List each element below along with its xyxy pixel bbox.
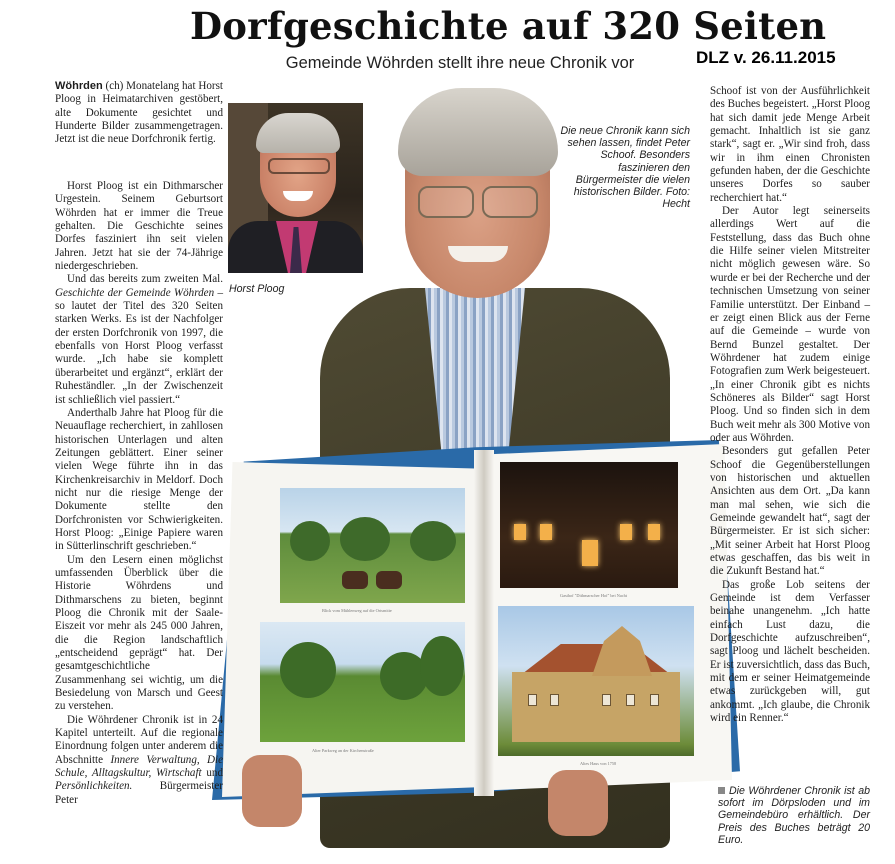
- book-image-manor-night: [500, 462, 678, 588]
- paragraph: Besonders gut gefallen Peter Schoof die Gegenüberstellungen von historischen und aktuellen Ansichten aus dem Ort. „Da kann man mal sehen, wie sich die Gemeinde gewandelt hat“, sagt der Bürgermeister. Er ist sich sicher: „Mit seiner Arbeit hat Horst Ploog etwas geschaffen, das bis weit in die Zukunft Bestand hat.“: [710, 445, 870, 578]
- chronicle-info-text: Die Wöhrdener Chronik ist ab sofort im Dörpsloden und im Gemeindebüro erhältlich. Der Preis des Buches beträgt 20 Euro.: [718, 785, 870, 846]
- paragraph: Horst Ploog ist ein Dithmarscher Urgestein. Seinem Geburtsort Wöhrden hat er immer die Treue gehalten. Die Geschichte seines Dorfes fasziniert ihn seit vielen Jahren. Jetzt hat sie der 74-Jährige niedergeschrieben.: [55, 180, 223, 273]
- portrait-caption: Horst Ploog: [229, 283, 285, 295]
- book-caption: Alter Parkweg an der Kirchenstraße: [312, 748, 374, 753]
- photo-credit: Foto: Hecht: [662, 186, 690, 211]
- book-image-house: [498, 606, 694, 756]
- paragraph: Die Wöhrdener Chronik ist in 24 Kapitel unterteilt. Auf die regionale Einordnung folgen unter anderem die Abschnitte Innere Verwaltung, Die Schule, Alltagskultur, Wirtschaft und Persönlichkeiten. Bürgermeister Peter: [55, 713, 224, 806]
- photo-caption: [560, 125, 690, 210]
- book-title: Geschichte der Gemeinde Wöhrden: [55, 286, 215, 299]
- right-column: [710, 85, 870, 726]
- chronicle-info-box: [718, 785, 870, 846]
- chronicle-book: [212, 440, 740, 800]
- paragraph: Der Autor legt seinerseits allerdings Wert auf die Feststellung, dass das Buch ohne die Hilfe seiner vielen Mitstreiter nicht möglich gewesen wäre. So wurde er bei der Recherche und der technischen Umsetzung von seiner Familie unterstützt. Der Einband – er zeigt einen Blick aus der Ferne auf die Gemeinde – wurde von Bernd Bunzel gestaltet. Der Wöhrdener hat zudem einige Fotografien zum Werk beigesteuert. „In einer Chronik gibt es nichts Schöneres als Bilder“ sagt Horst Ploog. Und so finden sich in dem Buch weit mehr als 300 Motive von oder aus Wöhrden.: [710, 205, 870, 444]
- bullet-square-icon: [718, 787, 725, 794]
- book-caption: Gasthof "Dithmarscher Hof" bei Nacht: [560, 593, 627, 598]
- lead-dateline: Wöhrden: [55, 80, 103, 92]
- lead-text: (ch) Monatelang hat Horst Ploog in Heimatarchiven gestöbert, alte Dokumente gesichtet und Hunderte Bilder zusammengetragen. Jetzt ist die neue Dorfchronik fertig.: [55, 80, 224, 146]
- book-image-park: [260, 622, 465, 742]
- left-column: [55, 180, 223, 807]
- paragraph: Anderthalb Jahre hat Ploog für die Neuauflage recherchiert, in zahllosen historischen Unterlagen und alten Zeitungen geblättert. Einer seiner vielen Wege führte ihn in das Kirchenkreisarchiv in Meldorf. Doch nicht nur die riesige Menge der Dokumente stellte den Dorfchronisten vor Schwierigkeiten. Horst Ploog: „Einige Papiere waren in Sütterlinschrift geschrieben.“: [55, 406, 223, 553]
- headline: Dorfgeschichte auf 320 Seiten: [190, 4, 827, 48]
- subline: Gemeinde Wöhrden stellt ihre neue Chronik vor: [285, 54, 635, 72]
- book-caption: Blick vom Mühlenweg auf die Ortsmitte: [322, 608, 392, 613]
- hand-left: [242, 755, 302, 827]
- paragraph: Das große Lob seitens der Gemeinde ist dem Verfasser beinahe unangenehm. „Ich hatte einfach Lust dazu, die Dorfgeschichte aufzuschreiben“, sagt Ploog und lächelt bescheiden. Er ist zuversichtlich, dass das Buch, mit dem er seiner Heimatgemeinde etwas zurückgeben will, gut ankommt. „Ich glaube, die Chronik wird ein Renner.“: [710, 578, 870, 725]
- source-date: DLZ v. 26.11.2015: [696, 48, 836, 67]
- lead-paragraph: [55, 80, 223, 147]
- photo-caption-text: Die neue Chronik kann sich sehen lassen, findet Peter Schoof. Besonders faszinieren den Bürgermeister die vielen historischen Bilder.: [560, 125, 690, 199]
- paragraph: Und das bereits zum zweiten Mal. Geschichte der Gemeinde Wöhrden – so lautet der Titel des 320 Seiten starken Werks. Es ist der Nachfolger der ersten Dorfchronik von 1997, die ebenfalls von Horst Ploog verfasst wurde. „Ich habe sie komplett überarbeitet und ergänzt“, erklärt der Ruheständler. „In der Zwischenzeit ist schließlich viel passiert.“: [55, 273, 223, 406]
- paragraph: Um den Lesern einen möglichst umfassenden Überblick über die Historie Wöhrdens und Dithmarschens zu bieten, beginnt Ploog die Chronik mit der Saale-Eiszeit vor mehr als 245 000 Jahren, die die Region landschaftlich „entscheidend geprägt“ hat. Der gesamtgeschichtliche Zusammenhang sei wichtig, um die Besiedelung von Marsch und Geest zu verstehen.: [55, 553, 223, 713]
- hand-right: [548, 770, 608, 836]
- paragraph: Schoof ist von der Ausführlichkeit des Buches begeistert. „Horst Ploog hat sich damit jede Menge Arbeit gemacht. Inhaltlich ist sie ganz stark“, sagt er. „Wir sind froh, dass wir in ihm einen Chronisten gefunden haben, der die Geschichte unseres Dorfes so sauber recherchiert hat.“: [710, 85, 870, 204]
- book-caption: Altes Haus von 1758: [580, 761, 617, 766]
- book-image-horses: [280, 488, 465, 603]
